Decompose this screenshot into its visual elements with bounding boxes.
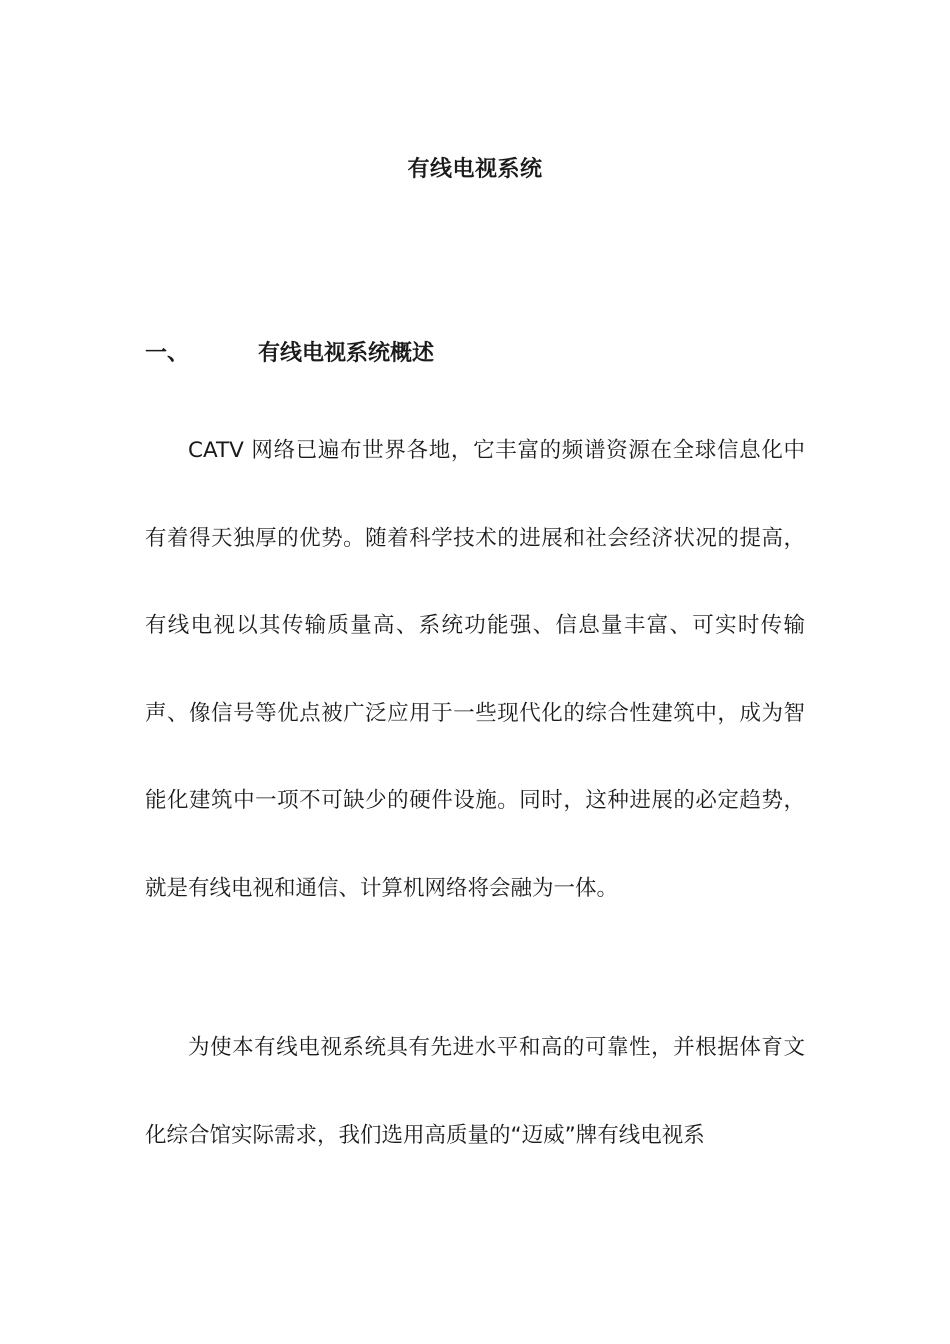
section-number: 一、 [145,341,190,366]
section-heading [145,337,434,371]
body-paragraph-2: 为使本有线电视系统具有先进水平和高的可靠性，并根据体育文化综合馆实际需求，我们选用高质量的“迈威”牌有线电视系 [145,1035,805,1148]
body-paragraph-1: CATV 网络已遍布世界各地，它丰富的频谱资源在全球信息化中有着得天独厚的优势。随着科学技术的进展和社会经济状况的提高，有线电视以其传输质量高、系统功能强、信息量丰富、可实时传输声、像信号等优点被广泛应用于一些现代化的综合性建筑中，成为智能化建筑中一项不可缺少的硬件设施。同时，这种进展的必定趋势，就是有线电视和通信、计算机网络将会融为一体。 [145,438,805,901]
section-heading-text: 有线电视系统概述 [258,341,435,366]
document-title: 有线电视系统 [407,157,543,182]
